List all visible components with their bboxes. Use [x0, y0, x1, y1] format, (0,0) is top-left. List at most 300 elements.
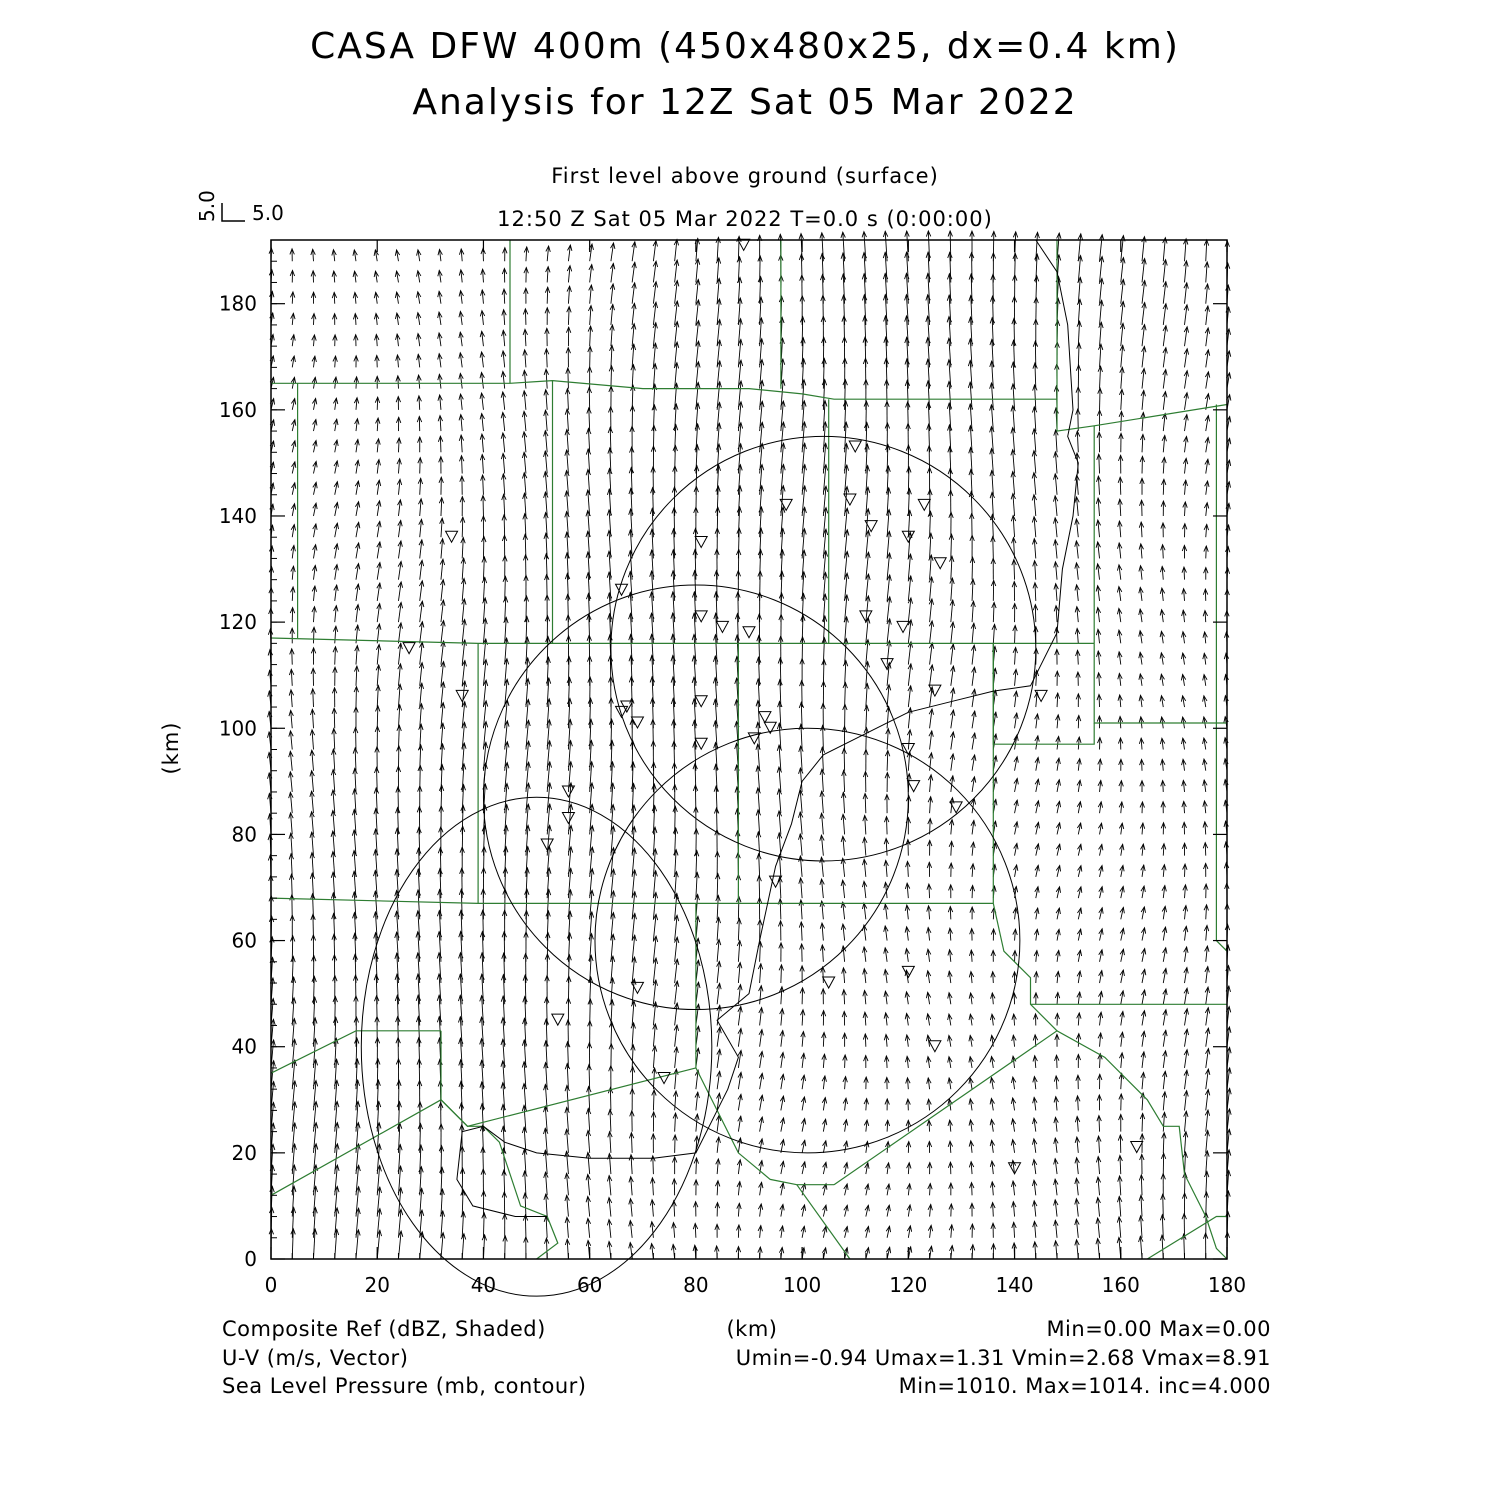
wind-vector	[1183, 1132, 1187, 1153]
wind-vector	[801, 1162, 805, 1174]
chart-title: CASA DFW 400m (450x480x25, dx=0.4 km)	[310, 26, 1180, 67]
wind-vector	[1011, 1119, 1015, 1132]
wind-vector	[1077, 802, 1081, 814]
wind-vector	[481, 516, 485, 537]
wind-vector	[801, 1075, 805, 1089]
wind-vector	[778, 877, 782, 898]
wind-vector	[1033, 1014, 1037, 1026]
wind-vector	[503, 556, 507, 580]
wind-vector	[820, 813, 824, 834]
wind-vector	[780, 1118, 784, 1132]
wind-vector-shaft	[525, 1215, 526, 1238]
wind-vector	[842, 748, 846, 770]
wind-vector	[990, 1078, 994, 1090]
wind-vector	[841, 814, 845, 834]
wind-vector	[289, 751, 293, 770]
wind-vector	[1161, 1174, 1165, 1196]
wind-vector	[651, 1112, 655, 1132]
wind-vector	[398, 520, 402, 537]
wind-vector	[737, 963, 741, 983]
wind-vector-shaft	[355, 748, 356, 771]
wind-vector	[864, 1056, 868, 1068]
wind-vector	[884, 860, 888, 876]
wind-vector	[1099, 971, 1103, 983]
wind-vector	[289, 813, 293, 835]
wind-vector	[1012, 582, 1016, 601]
wind-vector	[1032, 495, 1036, 516]
reference-vector-y-label: 5.0	[195, 190, 219, 222]
wind-vector	[780, 1009, 784, 1026]
wind-vector	[715, 1224, 719, 1237]
wind-vector	[1161, 545, 1165, 559]
wind-vector	[693, 1245, 697, 1259]
wind-vector	[398, 582, 402, 601]
wind-vector	[1077, 780, 1081, 792]
wind-vector	[1204, 503, 1208, 516]
wind-vector-shaft	[1141, 1195, 1142, 1216]
wind-vector	[673, 1135, 677, 1153]
wind-vector	[1013, 625, 1017, 643]
wind-vector	[1056, 866, 1060, 877]
wind-vector	[1056, 758, 1060, 771]
wind-vector	[1076, 715, 1080, 728]
wind-vector	[970, 535, 974, 558]
wind-vector	[950, 600, 954, 622]
wind-vector	[822, 1098, 826, 1111]
wind-vector	[799, 878, 803, 898]
wind-vector	[950, 644, 954, 664]
wind-vector	[820, 857, 824, 877]
wind-vector	[586, 1130, 590, 1152]
wind-vector	[377, 604, 381, 623]
wind-vector	[948, 1141, 952, 1153]
wind-vector	[1011, 1140, 1015, 1153]
wind-vector	[738, 1072, 742, 1089]
wind-vector	[1139, 674, 1143, 686]
wind-vector	[1163, 1051, 1167, 1068]
wind-vector	[1075, 585, 1079, 601]
wind-vector	[927, 906, 931, 919]
wind-vector	[905, 1035, 909, 1047]
wind-vector	[949, 841, 953, 855]
wind-vector	[948, 993, 952, 1005]
wind-vector	[333, 667, 337, 686]
wind-vector	[1139, 652, 1143, 664]
wind-vector	[1075, 1158, 1079, 1174]
wind-vector	[1096, 498, 1100, 516]
wind-vector	[843, 1055, 847, 1068]
wind-vector	[906, 1078, 910, 1089]
wind-vector-shaft	[780, 899, 781, 919]
wind-vector	[565, 1107, 569, 1131]
wind-vector	[1119, 781, 1123, 792]
wind-vector	[1161, 501, 1165, 516]
wind-vector	[907, 730, 911, 750]
wind-vector	[353, 789, 357, 813]
wind-vector	[780, 1183, 784, 1195]
wind-vector	[1118, 1135, 1122, 1153]
wind-vector	[906, 1142, 910, 1153]
wind-vector	[992, 886, 996, 898]
wind-vector	[1182, 545, 1186, 558]
wind-vector	[843, 1077, 847, 1090]
wind-vector	[1205, 987, 1209, 1004]
wind-vector	[1161, 1194, 1165, 1216]
wind-vector	[1054, 1117, 1058, 1131]
wind-vector	[843, 1120, 847, 1132]
wind-vector	[1181, 632, 1185, 644]
wind-vector	[885, 773, 889, 792]
wind-vector	[312, 607, 316, 622]
wind-vector	[397, 479, 401, 494]
wind-vector	[331, 770, 335, 792]
wind-vector	[672, 1223, 676, 1238]
wind-vector	[864, 1141, 868, 1152]
wind-vector	[1098, 1033, 1102, 1047]
wind-vector	[1141, 907, 1145, 919]
wind-vector	[588, 999, 592, 1026]
wind-vector	[884, 839, 888, 856]
wind-vector	[969, 1035, 973, 1046]
wind-vector	[991, 536, 995, 558]
wind-vector	[863, 969, 867, 983]
wind-vector	[1032, 517, 1036, 537]
wind-vector-shaft	[355, 768, 356, 791]
wind-vector	[1139, 1195, 1143, 1216]
wind-vector	[1011, 1181, 1015, 1195]
wind-vector	[717, 983, 721, 1004]
wind-vector	[1077, 823, 1081, 834]
wind-vector-shaft	[1163, 1133, 1164, 1153]
wind-vector	[929, 731, 933, 750]
wind-vector	[799, 834, 803, 856]
wind-vector	[1117, 608, 1121, 622]
wind-vector	[502, 494, 506, 516]
wind-vector	[801, 1140, 805, 1153]
wind-vector	[291, 483, 295, 495]
wind-vector	[1096, 1157, 1100, 1174]
wind-vector	[821, 1011, 825, 1026]
wind-vector	[674, 937, 678, 962]
wind-vector	[971, 842, 975, 855]
wind-vector	[757, 876, 761, 898]
wind-vector	[1182, 589, 1186, 601]
wind-vector-shaft	[801, 922, 802, 941]
wind-vector	[586, 1196, 590, 1216]
wind-vector	[1139, 609, 1143, 622]
wind-vector	[673, 1113, 677, 1132]
wind-vector	[991, 580, 995, 600]
wind-vector	[800, 944, 804, 962]
wind-vector	[822, 1054, 826, 1068]
wind-vector-shaft	[844, 748, 845, 770]
wind-vector-shaft	[334, 729, 335, 750]
wind-vector	[565, 1173, 569, 1195]
wind-vector	[1096, 1177, 1100, 1195]
wind-vector	[291, 525, 295, 538]
wind-vector	[971, 777, 975, 792]
wind-vector	[1096, 520, 1100, 537]
wind-vector	[694, 1158, 698, 1174]
wind-vector	[864, 706, 868, 729]
wind-vector	[820, 923, 824, 941]
wind-vector	[674, 981, 678, 1004]
wind-vector	[1139, 522, 1143, 537]
wind-vector	[398, 643, 402, 664]
wind-vector	[398, 541, 402, 559]
wind-vector	[1141, 990, 1145, 1004]
wind-vector	[651, 1134, 655, 1153]
wind-vector	[800, 988, 804, 1004]
wind-vector	[355, 605, 359, 623]
wind-vector-shaft	[738, 919, 739, 941]
wind-vector	[862, 903, 866, 919]
wind-vector	[1181, 653, 1185, 664]
wind-vector	[820, 879, 824, 898]
wind-vector	[1141, 1072, 1145, 1089]
wind-vector	[969, 1014, 973, 1025]
wind-vector	[502, 1192, 506, 1217]
wind-vector	[863, 815, 867, 834]
wind-vector	[1118, 695, 1122, 707]
wind-vector-shaft	[631, 1133, 632, 1153]
wind-vector	[1011, 494, 1015, 516]
wind-vector	[928, 511, 932, 537]
wind-vector	[926, 971, 930, 983]
wind-vector	[1076, 1034, 1080, 1047]
wind-vector	[440, 539, 444, 559]
wind-vector	[1034, 951, 1038, 962]
wind-vector	[1035, 844, 1039, 856]
wind-vector	[650, 1178, 654, 1196]
wind-vector	[1011, 1098, 1015, 1110]
wind-vector	[331, 790, 335, 813]
wind-vector	[1139, 695, 1143, 707]
wind-vector	[928, 1225, 932, 1237]
wind-vector	[1056, 801, 1060, 813]
wind-vector	[970, 864, 974, 877]
wind-vector	[1205, 967, 1209, 983]
wind-vector	[905, 992, 909, 1004]
wind-vector	[801, 1226, 805, 1237]
wind-vector	[948, 1078, 952, 1089]
wind-vector	[1205, 1028, 1209, 1047]
wind-vector	[313, 503, 317, 516]
wind-vector	[1119, 1115, 1123, 1132]
wind-vector	[991, 1223, 995, 1238]
wind-vector	[779, 943, 783, 962]
wind-vector	[1033, 1118, 1037, 1131]
wind-vector	[653, 1024, 657, 1047]
wind-vector	[440, 518, 444, 537]
wind-vector	[586, 1152, 590, 1174]
wind-vector	[1056, 887, 1060, 898]
wind-vector	[1182, 843, 1186, 855]
wind-vector	[823, 1205, 827, 1216]
wind-vector	[1182, 780, 1186, 792]
wind-vector	[1077, 759, 1081, 771]
wind-vector	[1139, 738, 1143, 749]
wind-vector	[777, 789, 781, 813]
wind-vector	[971, 820, 975, 834]
wind-vector	[1160, 588, 1164, 601]
wind-vector	[418, 499, 422, 516]
wind-vector	[970, 907, 974, 919]
wind-vector	[927, 884, 931, 898]
wind-vector	[1205, 1008, 1209, 1026]
wind-vector	[1162, 1092, 1166, 1111]
wind-vector-shaft	[1015, 625, 1016, 643]
wind-vector	[1160, 1235, 1164, 1259]
wind-vector	[907, 1205, 911, 1217]
wind-vector	[991, 950, 995, 961]
wind-vector	[1097, 651, 1101, 664]
wind-vector	[460, 497, 464, 516]
wind-vector	[844, 1163, 848, 1174]
wind-vector	[927, 928, 931, 941]
wind-vector	[1141, 1052, 1145, 1068]
wind-vector	[1097, 694, 1101, 707]
wind-vector	[290, 608, 294, 623]
wind-vector	[928, 775, 932, 792]
wind-vector	[1160, 566, 1164, 579]
wind-vector	[927, 1078, 931, 1089]
wind-vector	[886, 729, 890, 750]
wind-vector	[1141, 844, 1145, 856]
wind-vector	[990, 1119, 994, 1131]
wind-vector	[841, 902, 845, 919]
wind-vector	[1117, 565, 1121, 580]
wind-vector-shaft	[993, 602, 994, 622]
wind-vector	[672, 1157, 676, 1174]
wind-vector	[905, 927, 909, 941]
wind-vector	[1120, 928, 1124, 940]
wind-vector	[653, 958, 657, 983]
wind-vector-shaft	[313, 627, 314, 643]
wind-vector	[1055, 992, 1059, 1004]
wind-vector	[929, 555, 933, 580]
wind-vector	[376, 480, 380, 495]
wind-vector	[1183, 926, 1187, 940]
wind-vector	[334, 482, 338, 495]
wind-vector	[1012, 1222, 1016, 1237]
wind-vector	[1077, 929, 1081, 940]
wind-vector	[674, 1025, 678, 1047]
wind-vector	[716, 1115, 720, 1131]
wind-vector-shaft	[1035, 583, 1036, 601]
wind-vector	[737, 1182, 741, 1196]
wind-vector	[801, 1032, 805, 1047]
wind-vector	[886, 1184, 890, 1195]
wind-vector	[905, 1013, 909, 1025]
wind-vector	[289, 669, 293, 685]
wind-vector	[1203, 780, 1207, 792]
wind-vector	[948, 928, 952, 940]
wind-vector	[1077, 950, 1081, 962]
wind-vector	[1011, 1077, 1015, 1089]
wind-vector	[1056, 908, 1060, 919]
wind-vector	[1097, 1074, 1101, 1089]
wind-vector	[927, 1163, 931, 1175]
wind-vector	[820, 747, 824, 770]
wind-vector	[1012, 1202, 1016, 1217]
wind-vector-shaft	[866, 727, 867, 749]
wind-vector	[1183, 502, 1187, 516]
wind-vector	[1118, 630, 1122, 643]
wind-vector	[398, 684, 402, 707]
wind-vector	[1140, 1113, 1144, 1131]
wind-vector	[863, 771, 867, 791]
wind-vector	[1075, 1116, 1079, 1131]
wind-vector-shaft	[610, 1088, 611, 1111]
wind-vector-shaft	[546, 1216, 547, 1238]
wind-vector-shaft	[504, 494, 505, 516]
wind-vector	[970, 1203, 974, 1216]
wind-vector	[884, 1013, 888, 1026]
wind-vector	[863, 1034, 867, 1047]
wind-vector	[822, 660, 826, 686]
wind-vector	[884, 1056, 888, 1068]
wind-vector	[1120, 1012, 1124, 1026]
wind-vector	[1096, 608, 1100, 623]
wind-vector	[630, 1111, 634, 1132]
wind-vector	[971, 645, 975, 664]
wind-vector-shaft	[865, 793, 866, 813]
wind-vector	[482, 577, 486, 600]
wind-vector	[1205, 1110, 1209, 1132]
wind-vector-shaft	[1141, 1175, 1142, 1195]
wind-vector	[1203, 843, 1207, 856]
wind-vector	[1181, 696, 1185, 707]
wind-vector	[441, 600, 445, 622]
wind-vector	[1054, 1220, 1058, 1237]
wind-vector	[906, 840, 910, 856]
wind-vector	[778, 899, 782, 919]
wind-vector	[1204, 546, 1208, 558]
wind-vector	[821, 989, 825, 1004]
wind-vector	[1203, 632, 1207, 643]
wind-vector-shaft	[356, 666, 357, 686]
wind-vector-shaft	[717, 874, 718, 899]
wind-vector	[482, 1213, 486, 1238]
wind-vector	[1053, 518, 1057, 537]
wind-vector	[565, 1217, 569, 1237]
wind-vector	[1096, 586, 1100, 601]
wind-vector	[1054, 1179, 1058, 1195]
wind-vector	[990, 1098, 994, 1110]
wind-vector	[1076, 1096, 1080, 1111]
wind-vector	[354, 666, 358, 686]
wind-vector	[756, 832, 760, 856]
wind-vector	[970, 557, 974, 579]
wind-vector	[929, 709, 933, 728]
wind-vector	[460, 517, 464, 537]
wind-vector	[717, 1027, 721, 1046]
wind-vector	[355, 543, 359, 558]
wind-vector	[1118, 543, 1122, 558]
wind-vector	[461, 558, 465, 580]
wind-vector	[1097, 1136, 1101, 1153]
wind-vector	[1118, 716, 1122, 728]
wind-vector	[928, 533, 932, 558]
wind-vector	[565, 1085, 569, 1110]
wind-vector	[1096, 1198, 1100, 1217]
wind-vector	[928, 1184, 932, 1196]
wind-vector	[822, 1119, 826, 1131]
wind-vector-shaft	[504, 515, 505, 537]
wind-vector-shaft	[992, 492, 993, 515]
wind-vector	[268, 834, 272, 855]
